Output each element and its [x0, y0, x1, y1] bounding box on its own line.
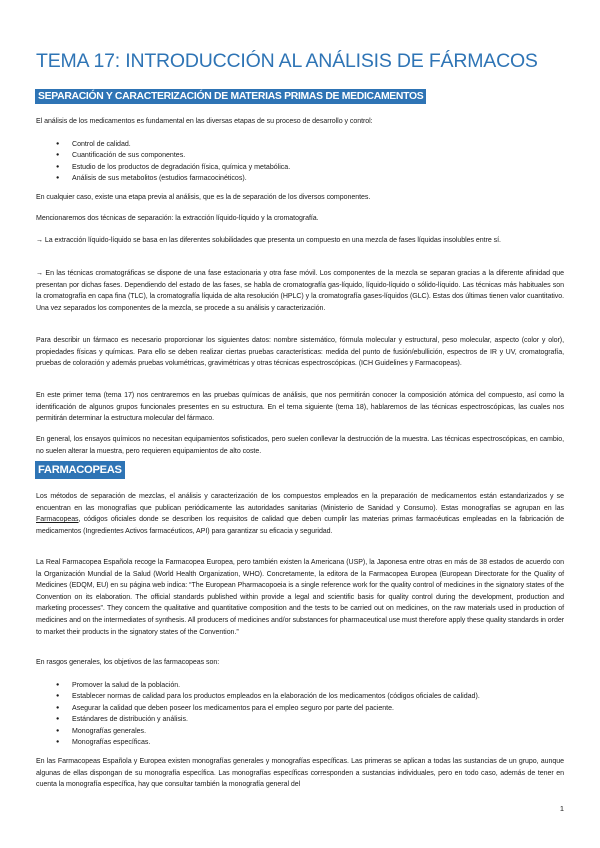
list-item: ● Estudio de los productos de degradación física, química y metabólica. [56, 162, 556, 173]
paragraph-drug-description [36, 335, 564, 370]
list-item: ● Análisis de sus metabolitos (estudios farmacocinéticos). [56, 173, 556, 184]
paragraph-chemical-tests [36, 434, 564, 457]
paragraph-objectives [36, 657, 564, 669]
paragraph-farmacopeas-intro [36, 491, 564, 537]
intro-paragraph [36, 116, 564, 128]
paragraph-text: Para describir un fármaco es necesario proporcionar los siguientes datos: nombre sistemático, fórmula molecular y estructural, peso molecular, aspecto (color y olor), propiedades físicas y químicas. Para ello se deben realizar ciertas pruebas características: medida del punto de fusión/ebullición, espectros de IR y UV, cromatografía, pruebas de coloración y además pruebas volumétricas, gravimétricas y otras técnicas espectroscópicas. (ICH Guidelines y Farmacopeas). [36, 337, 564, 368]
list-item: ● Monografías específicas. [56, 737, 556, 748]
document-title: TEMA 17: INTRODUCCIÓN AL ANÁLISIS DE FÁRMACOS [36, 50, 538, 72]
paragraph-text: En este primer tema (tema 17) nos centraremos en las pruebas químicas de análisis, que nos permitirán conocer la composición atómica del compuesto, así como la identificación de algunos grupos funcionales presentes en su estructura. En el tema siguiente (tema 18), hablaremos de las técnicas espectroscópicas, las cuales nos permitirán determinar la estructura molecular del fármaco. [36, 392, 564, 423]
list-item: ● Establecer normas de calidad para los productos empleados en la elaboración de los medicamentos (códigos oficiales de calidad). [56, 691, 556, 702]
page-number: 1 [559, 804, 564, 813]
list-item: ● Control de calidad. [56, 139, 556, 150]
paragraph [36, 192, 564, 204]
paragraph-real-farmacopea [36, 557, 564, 638]
paragraph-text: → La extracción líquido-líquido se basa en las diferentes solubilidades que presenta un compuesto en una mezcla de fases líquidas insolubles entre sí. [36, 237, 501, 244]
paragraph [36, 213, 564, 225]
objectives-bullet-list [56, 680, 556, 748]
paragraph-text: En cualquier caso, existe una etapa previa al análisis, que es la de separación de los diversos componentes. [36, 194, 371, 201]
list-item: ● Estándares de distribución y análisis. [56, 714, 556, 725]
list-item: ● Cuantificación de sus componentes. [56, 150, 556, 161]
intro-text: El análisis de los medicamentos es fundamental en las diversas etapas de su proceso de desarrollo y control: [36, 118, 373, 125]
analysis-bullet-list [56, 139, 556, 185]
paragraph-text: La Real Farmacopea Española recoge la Farmacopea Europea, pero también existen la Americana (USP), la Japonesa entre otras en más de 38 estados de acuerdo con la Organización Mundial de la Salud (World Health Organization, WHO). Concretamente, la editora de la Farmacopea Europea (European Directorate for the Quality of Medicines (EDQM, EU) en su página web indica: “The European Pharmacopoeia is a single reference work for the quality control of medicines in the signatory states of the Convention on its elaboration. The official standards published within provide a legal and scientific basis for quality control during the development, production and marketing processes”. They concern the qualitative and quantitative composition and the tests to be carried out on medicines, on the raw materials used in production of medicines and on the intermediates of synthesis. All producers of medicines and/or substances for pharmaceutical use must therefore apply these quality standards in order to market their products in the signatory states of the Convention.” [36, 559, 564, 636]
paragraph-text: Mencionaremos dos técnicas de separación: la extracción líquido-líquido y la cromatografía. [36, 215, 319, 222]
section-heading-farmacopeas: FARMACOPEAS [35, 461, 125, 479]
farmacopeas-term: Farmacopeas [36, 516, 79, 524]
text-run: Los métodos de separación de mezclas, el análisis y caracterización de los compuestos empleados en la preparación de medicamentos están estandarizados y se encuentran en las monografías que publican periódicamente las autoridades sanitarias (Ministerio de Sanidad y Consumo). Estas monografías se agrupan en las [36, 493, 564, 512]
list-item: ● Monografías generales. [56, 726, 556, 737]
paragraph-text: En las Farmacopeas Española y Europea existen monografías generales y monografías específicas. Las primeras se aplican a todas las sustancias de un grupo, aunque algunas de ellas dispongan de su monografía específica. Las monografías específicas corresponden a sustancias individuales, pero en todo caso, además de tener en cuenta la monografía específica, hay que consultar también la monografía general del [36, 758, 564, 789]
text-run: , códigos oficiales donde se describen los requisitos de calidad que deben cumplir las materias primas farmacéuticas empleadas en la fabricación de medicamentos (Ingredientes Activos farmacéuticos, API) para garantizar su eficacia y seguridad. [36, 516, 564, 535]
section-heading-separacion: SEPARACIÓN Y CARACTERIZACIÓN DE MATERIAS PRIMAS DE MEDICAMENTOS [35, 89, 426, 104]
list-item: ● Promover la salud de la población. [56, 680, 556, 691]
paragraph-topic-17 [36, 390, 564, 425]
paragraph-chromatography [36, 268, 564, 314]
paragraph-extraction [36, 235, 564, 247]
paragraph-text [36, 491, 564, 537]
paragraph-text: → En las técnicas cromatográficas se dispone de una fase estacionaria y otra fase móvil. Los componentes de la mezcla se separan gracias a la diferente afinidad que presentan por dichas fases. Dependiendo del estado de las fases, se habla de cromatografía gas-líquido, líquido-líquido o sólido-líquido. Las técnicas más habituales son la cromatografía en capa fina (TLC), la cromatografía líquida de alta resolución (HPLC) y la cromatografía gases-líquidos (GLC). Estas dos últimas tienen valor cuantitativo. Una vez separados los componentes de la mezcla, se procede a su análisis y caracterización. [36, 270, 564, 312]
paragraph-text: En general, los ensayos químicos no necesitan equipamientos sofisticados, pero suelen conllevar la destrucción de la muestra. Las técnicas espectroscópicas, en cambio, no suelen alterar la muestra, pero requieren equipamientos de alto coste. [36, 436, 564, 455]
list-item: ● Asegurar la calidad que deben poseer los medicamentos para el empleo seguro por parte del paciente. [56, 703, 556, 714]
paragraph-text: En rasgos generales, los objetivos de las farmacopeas son: [36, 659, 220, 666]
paragraph-monographs [36, 756, 564, 791]
